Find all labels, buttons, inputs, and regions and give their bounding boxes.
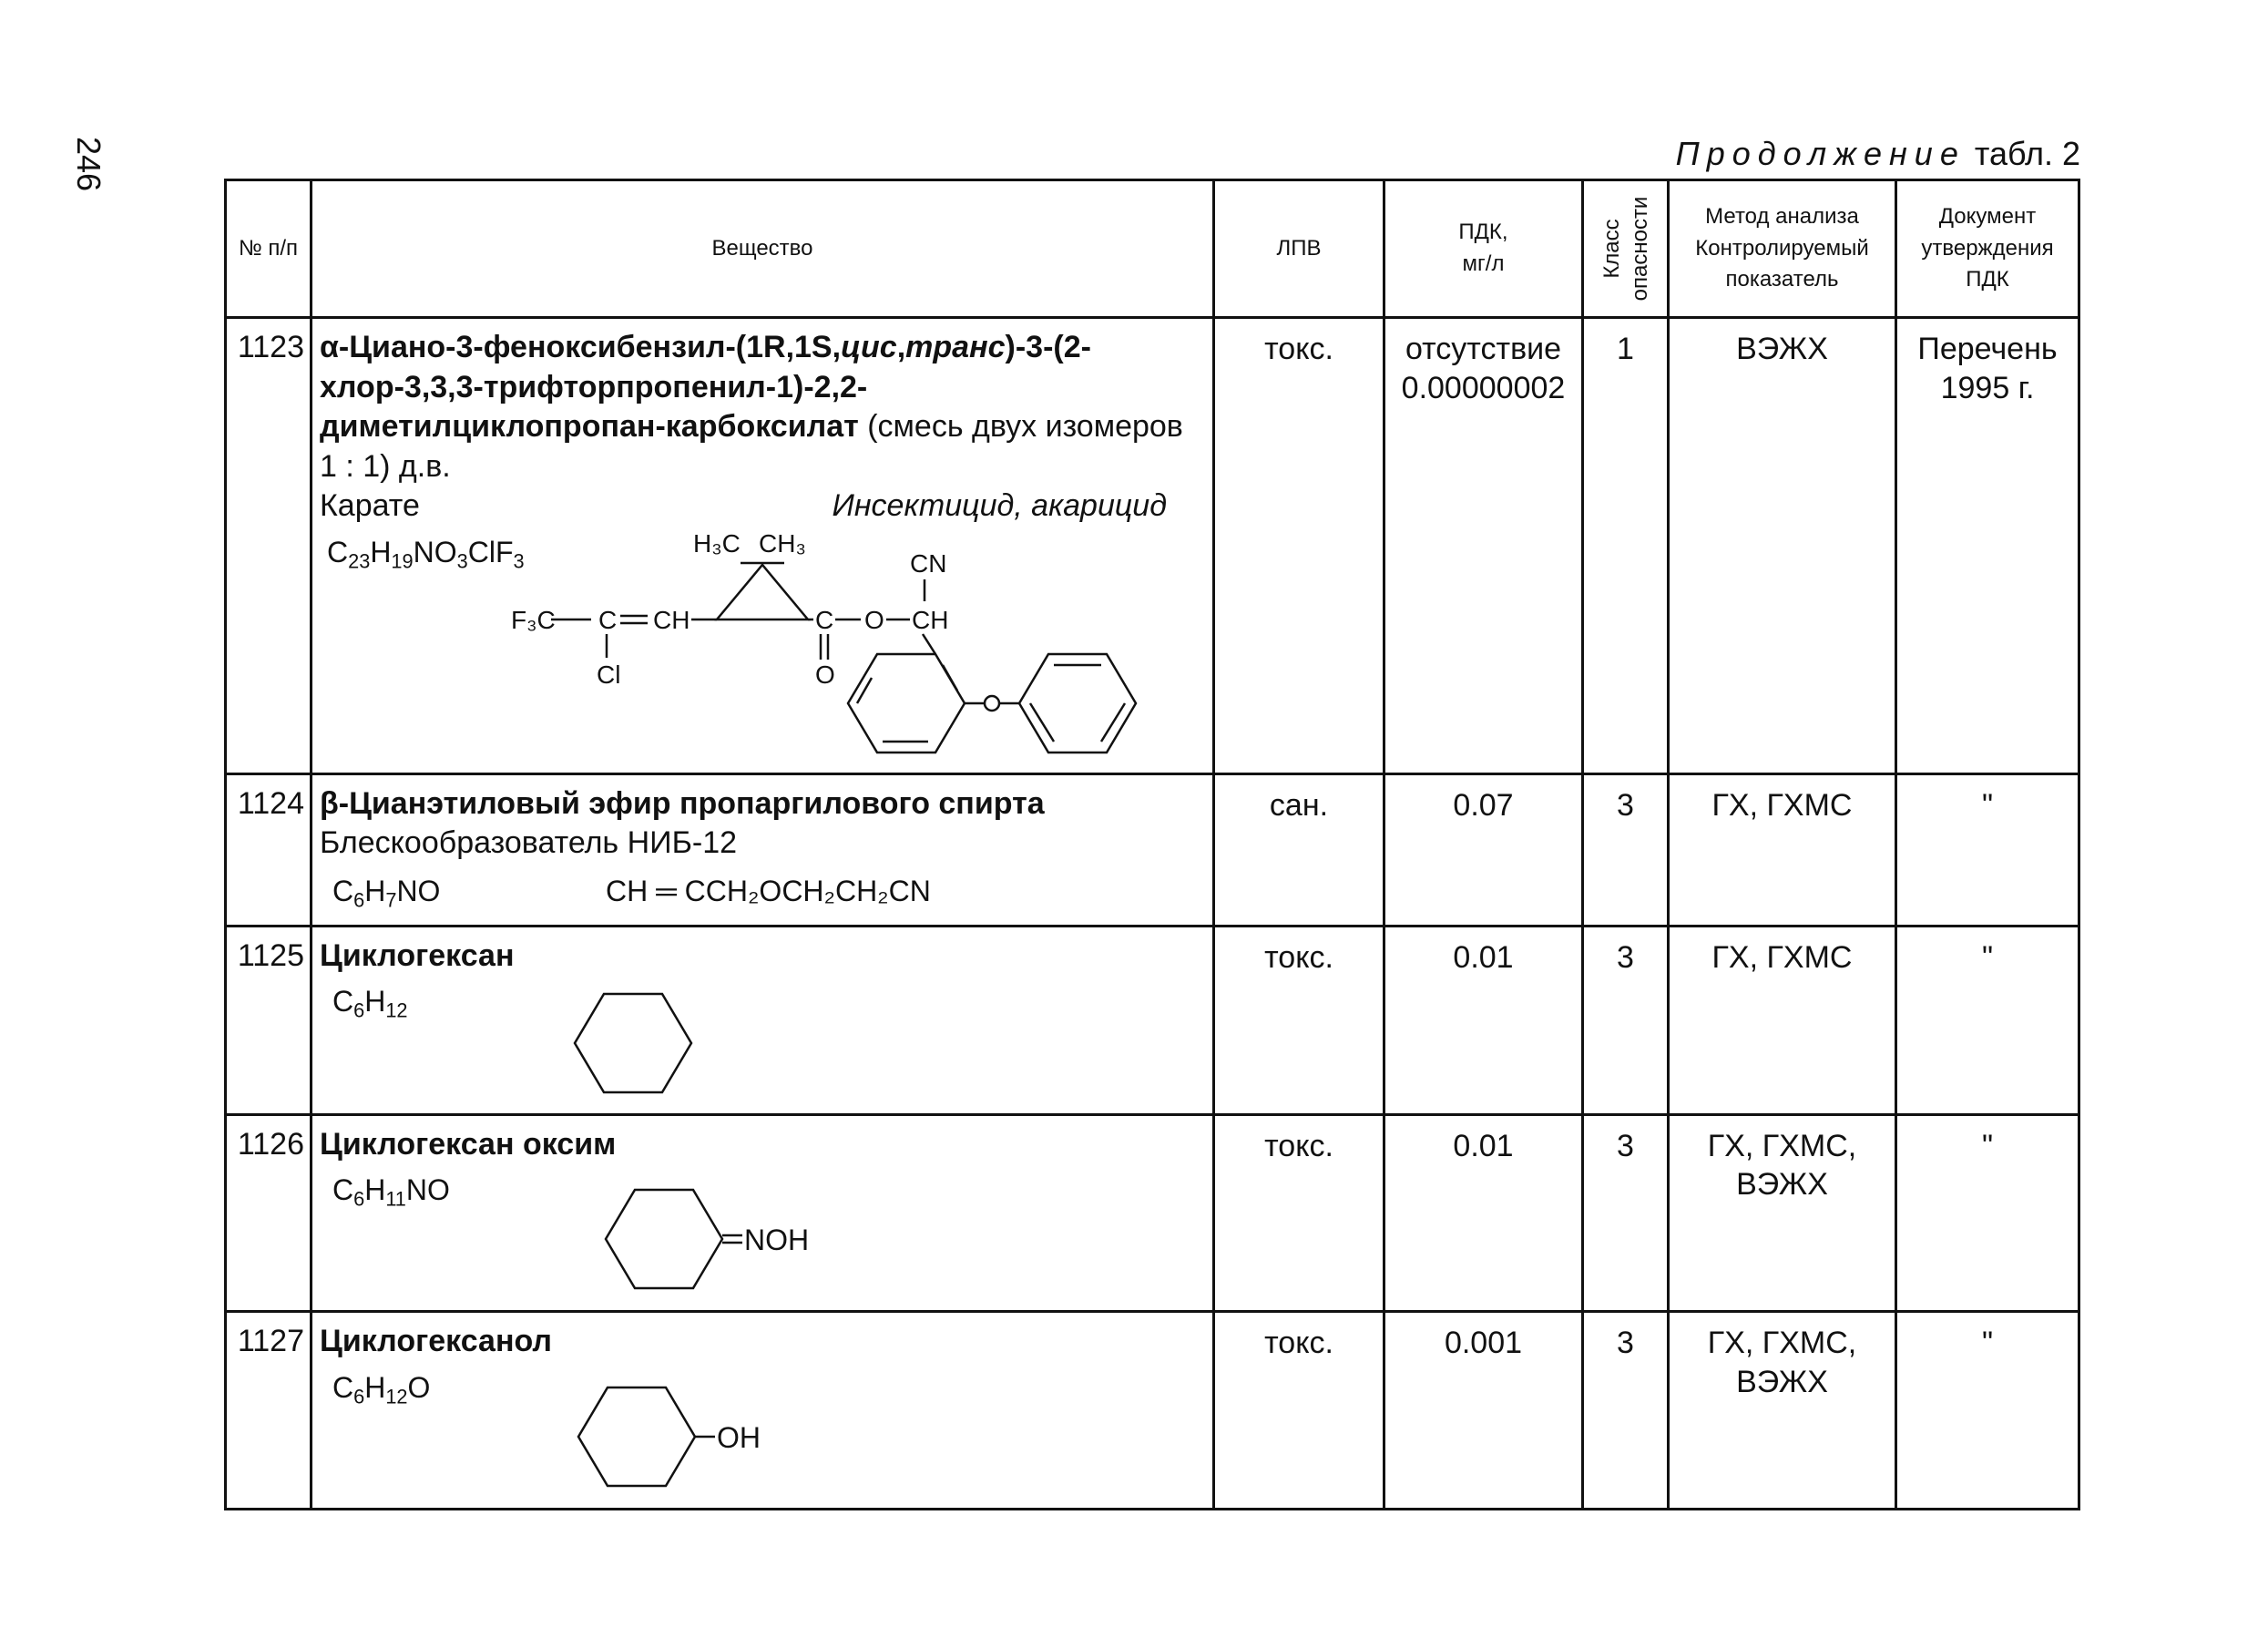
header-pdk-line2: мг/л xyxy=(1462,251,1505,276)
structural-formula: CH ═ CCH₂OCH₂CH₂CN xyxy=(606,874,931,907)
method-line2: ВЭЖХ xyxy=(1736,1167,1828,1203)
struct-cl: Cl xyxy=(597,660,621,689)
struct-c1: C xyxy=(598,605,618,634)
class-cell: 3 xyxy=(1583,773,1669,926)
class-cell: 3 xyxy=(1583,1312,1669,1510)
struct-cn: CN xyxy=(910,548,947,578)
header-class-line2: опасности xyxy=(1627,196,1652,302)
substance-note: (смесь двух изомеров 1 : 1) д.в. xyxy=(320,409,1183,484)
row-num: 1126 xyxy=(226,1114,312,1312)
substance-cell xyxy=(312,1312,1214,1510)
substance-name: α-Циано-3-феноксибензил-(1R,1S,цис,транс)-3-(2-хлор-3,3,3-трифторпропенил-1)-2,2-диметилциклопропан-карбоксилат (смесь двух изомеров 1 : 1) д.в. xyxy=(320,330,1183,484)
row-num: 1127 xyxy=(226,1312,312,1510)
struct-ch3: CH₃ xyxy=(759,528,806,558)
molecular-formula: $C_6H_{12}O$ xyxy=(332,1370,431,1408)
struct-h3c: H₃C xyxy=(693,528,741,558)
structural-formula xyxy=(320,527,1221,773)
table-row xyxy=(226,773,2079,926)
substance-cell xyxy=(312,773,1214,926)
substance-cell xyxy=(312,318,1214,774)
method-cell xyxy=(1669,1312,1896,1510)
page-number: 246 xyxy=(70,137,107,192)
struct-c2: C xyxy=(815,605,834,634)
molecular-formula: $C_{23}H_{19}NO_3ClF_3$ xyxy=(327,535,525,573)
struct-o-carbonyl: O xyxy=(815,660,835,689)
substance-name: β-Цианэтиловый эфир пропаргилового спирта xyxy=(320,785,1045,821)
pdk-cell: 0.01 xyxy=(1384,926,1583,1114)
pdk-cell xyxy=(1384,318,1583,774)
substance-name: Циклогексанол xyxy=(320,1324,553,1359)
pdk-line2: 0.00000002 xyxy=(1401,370,1566,405)
pdk-cell: 0.001 xyxy=(1384,1312,1583,1510)
continuation-suffix: табл. 2 xyxy=(1974,135,2080,172)
class-cell: 3 xyxy=(1583,926,1669,1114)
struct-oh: OH xyxy=(717,1420,761,1454)
substance-cell xyxy=(312,1114,1214,1312)
header-class xyxy=(1583,180,1669,318)
doc-line2: 1995 г. xyxy=(1940,370,2035,405)
doc-cell: " xyxy=(1896,773,2079,926)
doc-cell: " xyxy=(1896,1312,2079,1510)
struct-f3c: F₃C xyxy=(511,605,556,634)
lpv-cell: токс. xyxy=(1214,926,1384,1114)
header-doc-line3: ПДК xyxy=(1966,267,2009,292)
trade-name: Карате xyxy=(320,488,420,524)
method-line2: ВЭЖХ xyxy=(1736,1364,1828,1399)
struct-noh: NOH xyxy=(744,1224,810,1257)
doc-cell: " xyxy=(1896,1114,2079,1312)
header-method xyxy=(1669,180,1896,318)
struct-o1: O xyxy=(864,605,884,634)
table-continuation-caption xyxy=(1676,135,2080,173)
cyclohexanone-oxime-structure xyxy=(575,1164,1030,1310)
molecular-formula: $C_6H_{12}$ xyxy=(332,985,408,1022)
struct-ch-right: CH xyxy=(912,605,949,634)
row-num: 1123 xyxy=(226,318,312,774)
lpv-cell: сан. xyxy=(1214,773,1384,926)
header-num: № п/п xyxy=(226,180,312,318)
lpv-cell: токс. xyxy=(1214,1114,1384,1312)
table-row xyxy=(226,1312,2079,1510)
row-num: 1124 xyxy=(226,773,312,926)
table-header-row xyxy=(226,180,2079,318)
substance-name: Циклогексан оксим xyxy=(320,1126,617,1162)
table-row xyxy=(226,318,2079,774)
method-line1: ГХ, ГХМС, xyxy=(1707,1128,1857,1163)
lpv-cell: токс. xyxy=(1214,318,1384,774)
header-doc-line2: утверждения xyxy=(1921,235,2054,261)
header-method-line3: показатель xyxy=(1725,267,1839,292)
header-pdk-line1: ПДК, xyxy=(1458,220,1508,245)
continuation-prefix: Продолжение xyxy=(1675,135,1966,172)
header-substance: Вещество xyxy=(312,180,1214,318)
substance-cell xyxy=(312,926,1214,1114)
substance-name: Циклогексан xyxy=(320,937,515,973)
molecular-formula: $C_6H_{11}NO$ xyxy=(332,1173,450,1211)
doc-cell xyxy=(1896,318,2079,774)
class-cell: 3 xyxy=(1583,1114,1669,1312)
trade-name: Блескообразователь НИБ-12 xyxy=(320,825,738,861)
lpv-cell: токс. xyxy=(1214,1312,1384,1510)
pdk-cell: 0.01 xyxy=(1384,1114,1583,1312)
header-lpv: ЛПВ xyxy=(1214,180,1384,318)
header-pdk xyxy=(1384,180,1583,318)
cyclohexane-structure xyxy=(502,976,866,1112)
header-class-line1: Класс xyxy=(1599,219,1624,279)
method-cell xyxy=(1669,1114,1896,1312)
usage: Инсектицид, акарицид xyxy=(832,488,1167,524)
pdk-line1: отсутствие xyxy=(1405,332,1562,366)
molecular-formula: $C_6H_7NO$ xyxy=(332,874,441,912)
substances-table xyxy=(224,179,2080,1510)
header-doc-line1: Документ xyxy=(1938,203,2037,229)
table-row xyxy=(226,926,2079,1114)
doc-line1: Перечень xyxy=(1917,332,2058,366)
method-cell: ВЭЖХ xyxy=(1669,318,1896,774)
table-row xyxy=(226,1114,2079,1312)
class-cell: 1 xyxy=(1583,318,1669,774)
header-method-line2: Контролируемый xyxy=(1695,235,1869,261)
pdk-cell: 0.07 xyxy=(1384,773,1583,926)
method-cell: ГХ, ГХМС xyxy=(1669,773,1896,926)
struct-ch-left: CH xyxy=(653,605,690,634)
method-line1: ГХ, ГХМС, xyxy=(1707,1326,1857,1361)
header-doc xyxy=(1896,180,2079,318)
row-num: 1125 xyxy=(226,926,312,1114)
doc-cell: " xyxy=(1896,926,2079,1114)
header-method-line1: Метод анализа xyxy=(1705,203,1859,229)
cyclohexanol-structure xyxy=(547,1362,1003,1508)
method-cell: ГХ, ГХМС xyxy=(1669,926,1896,1114)
